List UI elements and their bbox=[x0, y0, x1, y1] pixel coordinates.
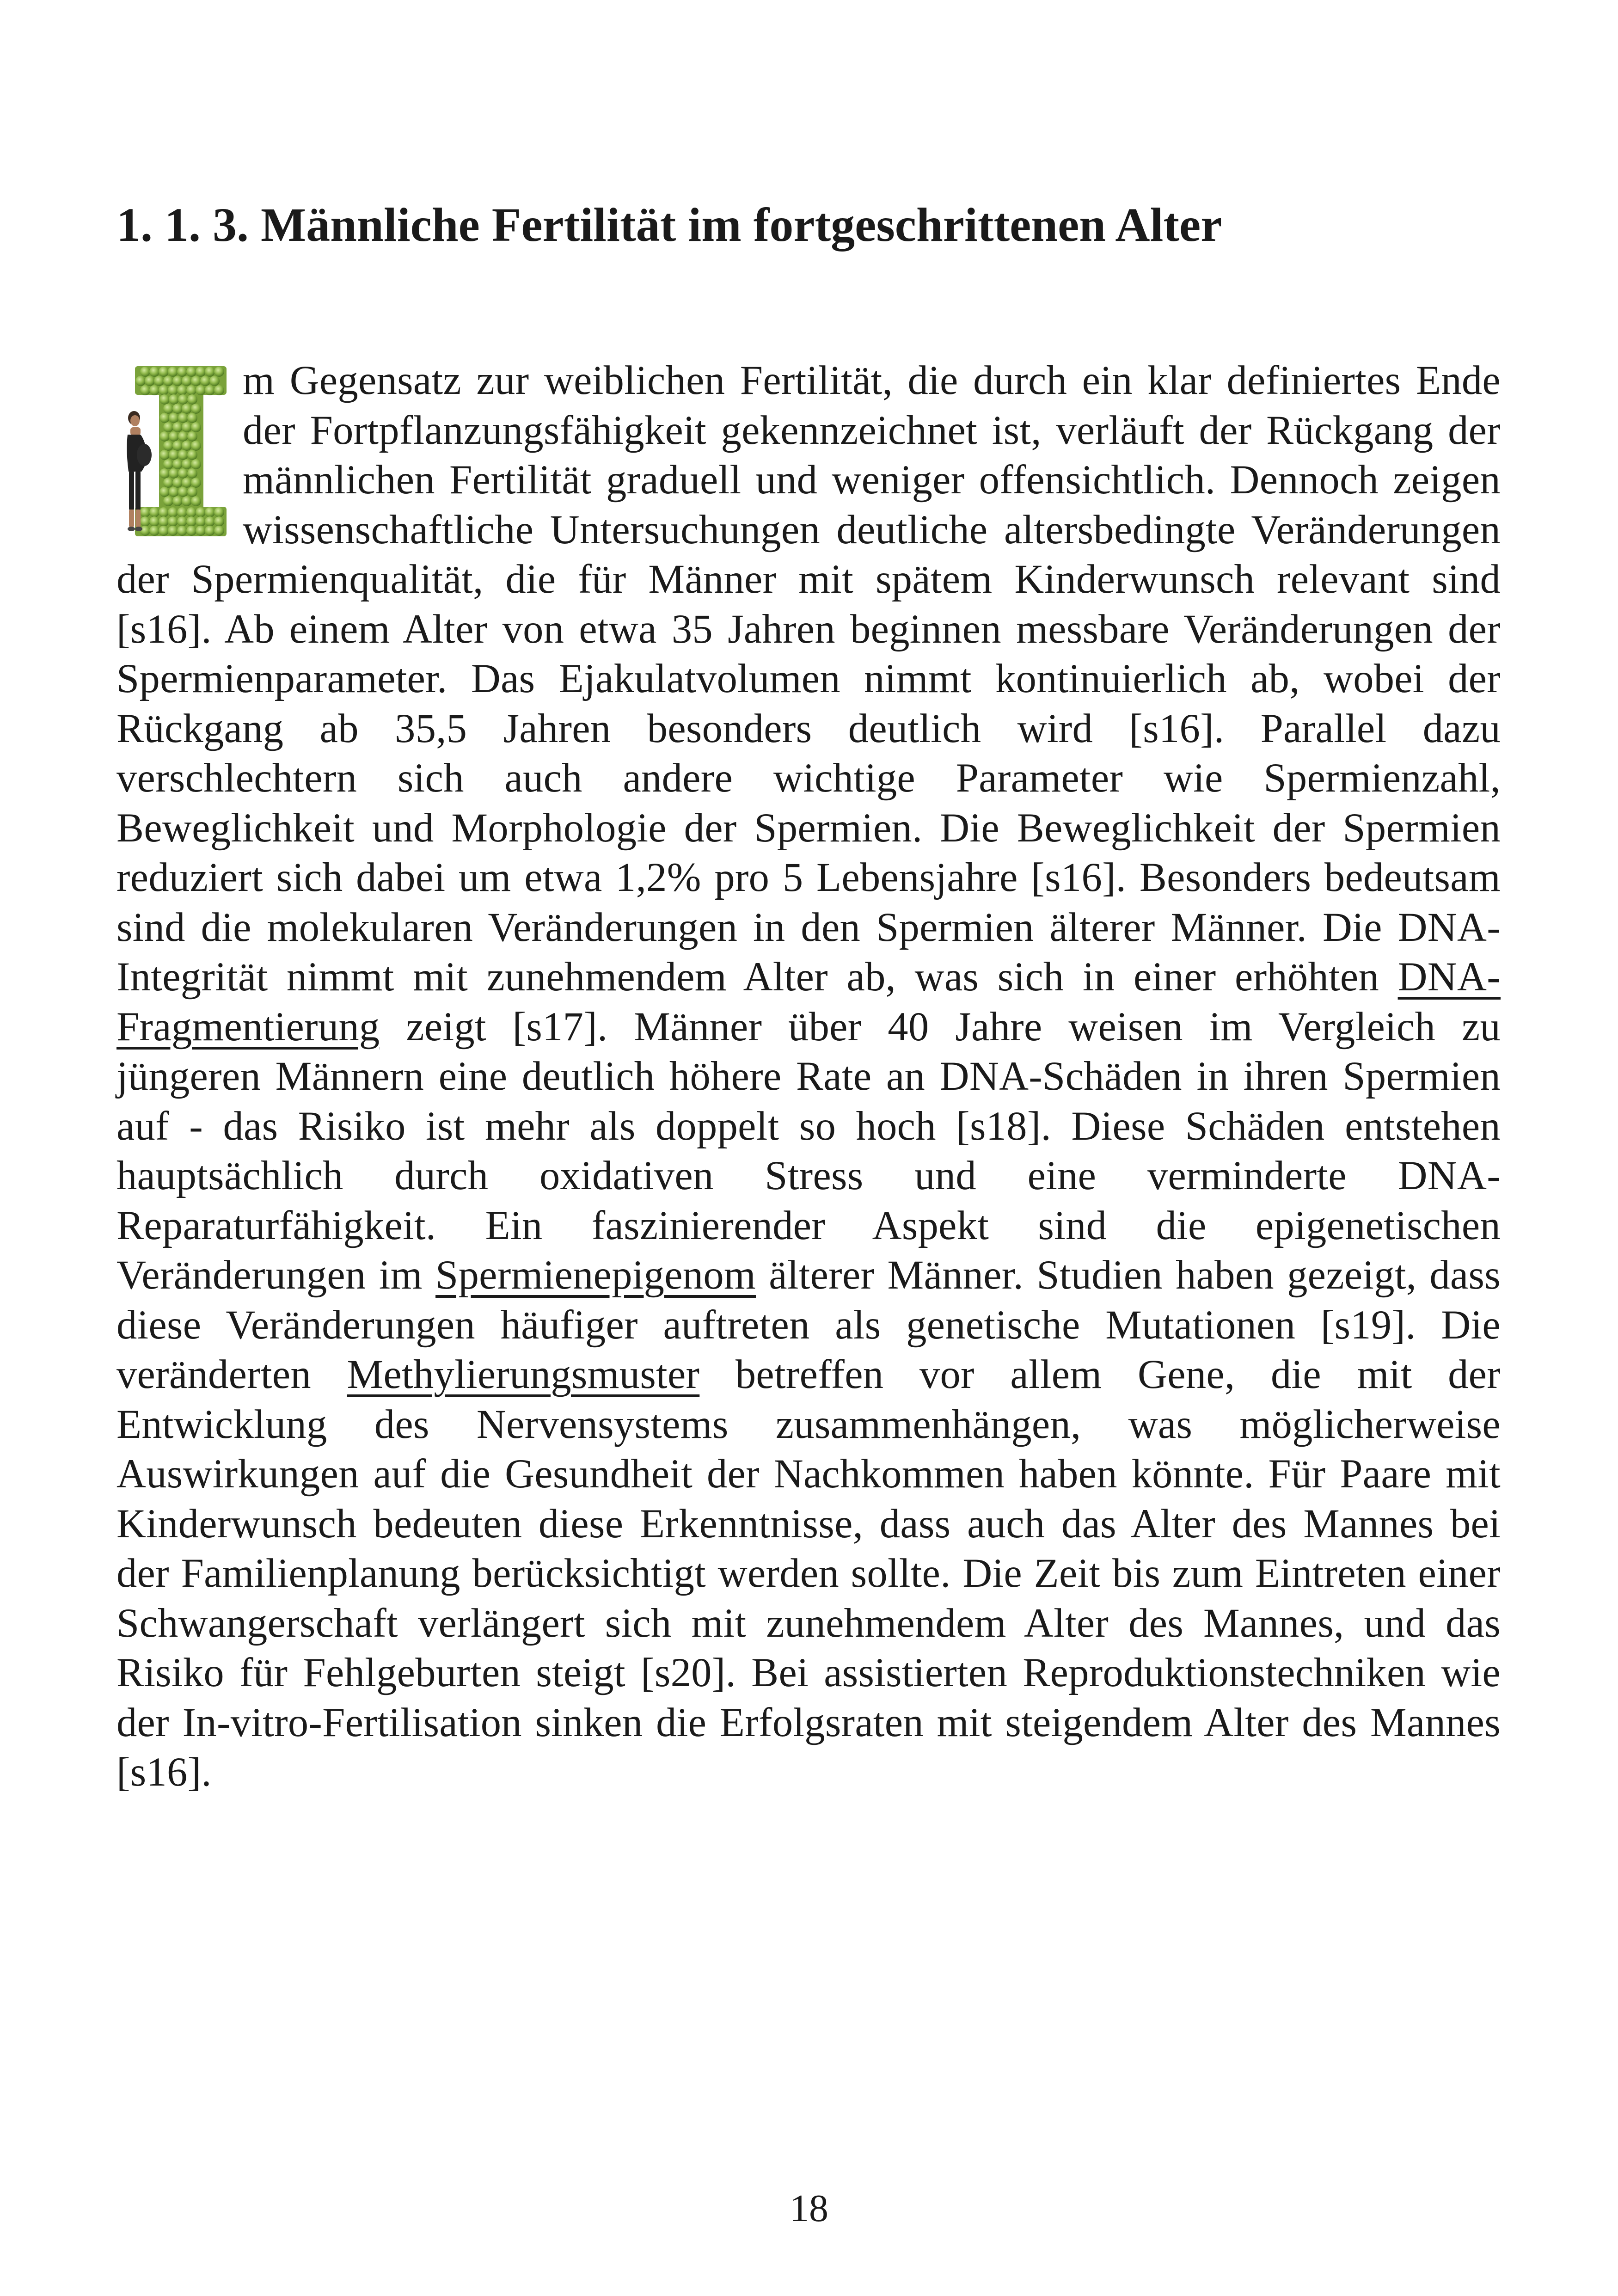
paragraph-text bbox=[116, 358, 1501, 1795]
paragraph-segment: betreffen vor allem Gene, die mit der Entwicklung des Nervensystems zusammenhängen, was möglicherweise Auswirkungen auf die Gesundheit der Nachkommen haben könnte. Für Paare mit Kinderwunsch bedeuten diese Erkenntnisse, dass auch das Alter des Mannes bei der Familienplanung berücksichtigt werden sollte. Die Zeit bis zum Eintreten einer Schwangerschaft verlängert sich mit zunehmendem Alter des Mannes, und das Risiko für Fehlgeburten steigt [s20]. Bei assistierten Reproduktionstechniken wie der In-vitro-Fertilisation sinken die Erfolgsraten mit steigendem Alter des Mannes [s16]. bbox=[116, 1352, 1501, 1795]
underlined-term: Spermienepigenom bbox=[435, 1252, 756, 1298]
dropcap-letter-i-icon bbox=[116, 362, 229, 540]
body-paragraph bbox=[116, 356, 1501, 1798]
page-number: 18 bbox=[790, 2187, 828, 2230]
underlined-term: DNA-Fragmentierung bbox=[116, 954, 1501, 1050]
paragraph-segment: m Gegensatz zur weiblichen Fertilität, die durch ein klar definiertes Ende der Fortpflanzungsfähigkeit gekennzeichnet ist, verläuft der Rückgang der männlichen Fertilität graduell und weniger offensichtlich. Dennoch zeigen wissenschaftliche Untersuchungen deutliche altersbedingte Veränderungen der Spermienqualität, die für Männer mit spätem Kinderwunsch relevant sind [s16]. Ab einem Alter von etwa 35 Jahren beginnen messbare Veränderungen der Spermienparameter. Das Ejakulatvolumen nimmt kontinuierlich ab, wobei der Rückgang ab 35,5 Jahren besonders deutlich wird [s16]. Parallel dazu verschlechtern sich auch andere wichtige Parameter wie Spermienzahl, Beweglichkeit und Morphologie der Spermien. Die Beweglichkeit der Spermien reduziert sich dabei um etwa 1,2% pro 5 Lebensjahre [s16]. Besonders bedeutsam sind die molekularen Veränderungen in den Spermien älterer Männer. Die DNA-Integrität nimmt mit zunehmendem Alter ab, was sich in einer erhöhten bbox=[116, 358, 1501, 1000]
dropcap-illustration bbox=[116, 362, 229, 540]
section-heading: 1. 1. 3. Männliche Fertilität im fortgeschrittenen Alter bbox=[116, 198, 1222, 252]
paragraph-segment: älterer Männer. Studien haben gezeigt, dass diese Veränderungen häufiger auftreten als genetische Mutationen [s19]. Die veränderten bbox=[116, 1252, 1501, 1397]
underlined-term: Methylierungsmuster bbox=[347, 1352, 700, 1397]
paragraph-segment: zeigt [s17]. Männer über 40 Jahre weisen im Vergleich zu jüngeren Männern eine deutlich höhere Rate an DNA-Schäden in ihren Spermien auf - das Risiko ist mehr als doppelt so hoch [s18]. Diese Schäden entstehen hauptsächlich durch oxidativen Stress und eine verminderte DNA-Reparaturfähigkeit. Ein faszinierender Aspekt sind die epigenetischen Veränderungen im bbox=[116, 1004, 1501, 1298]
